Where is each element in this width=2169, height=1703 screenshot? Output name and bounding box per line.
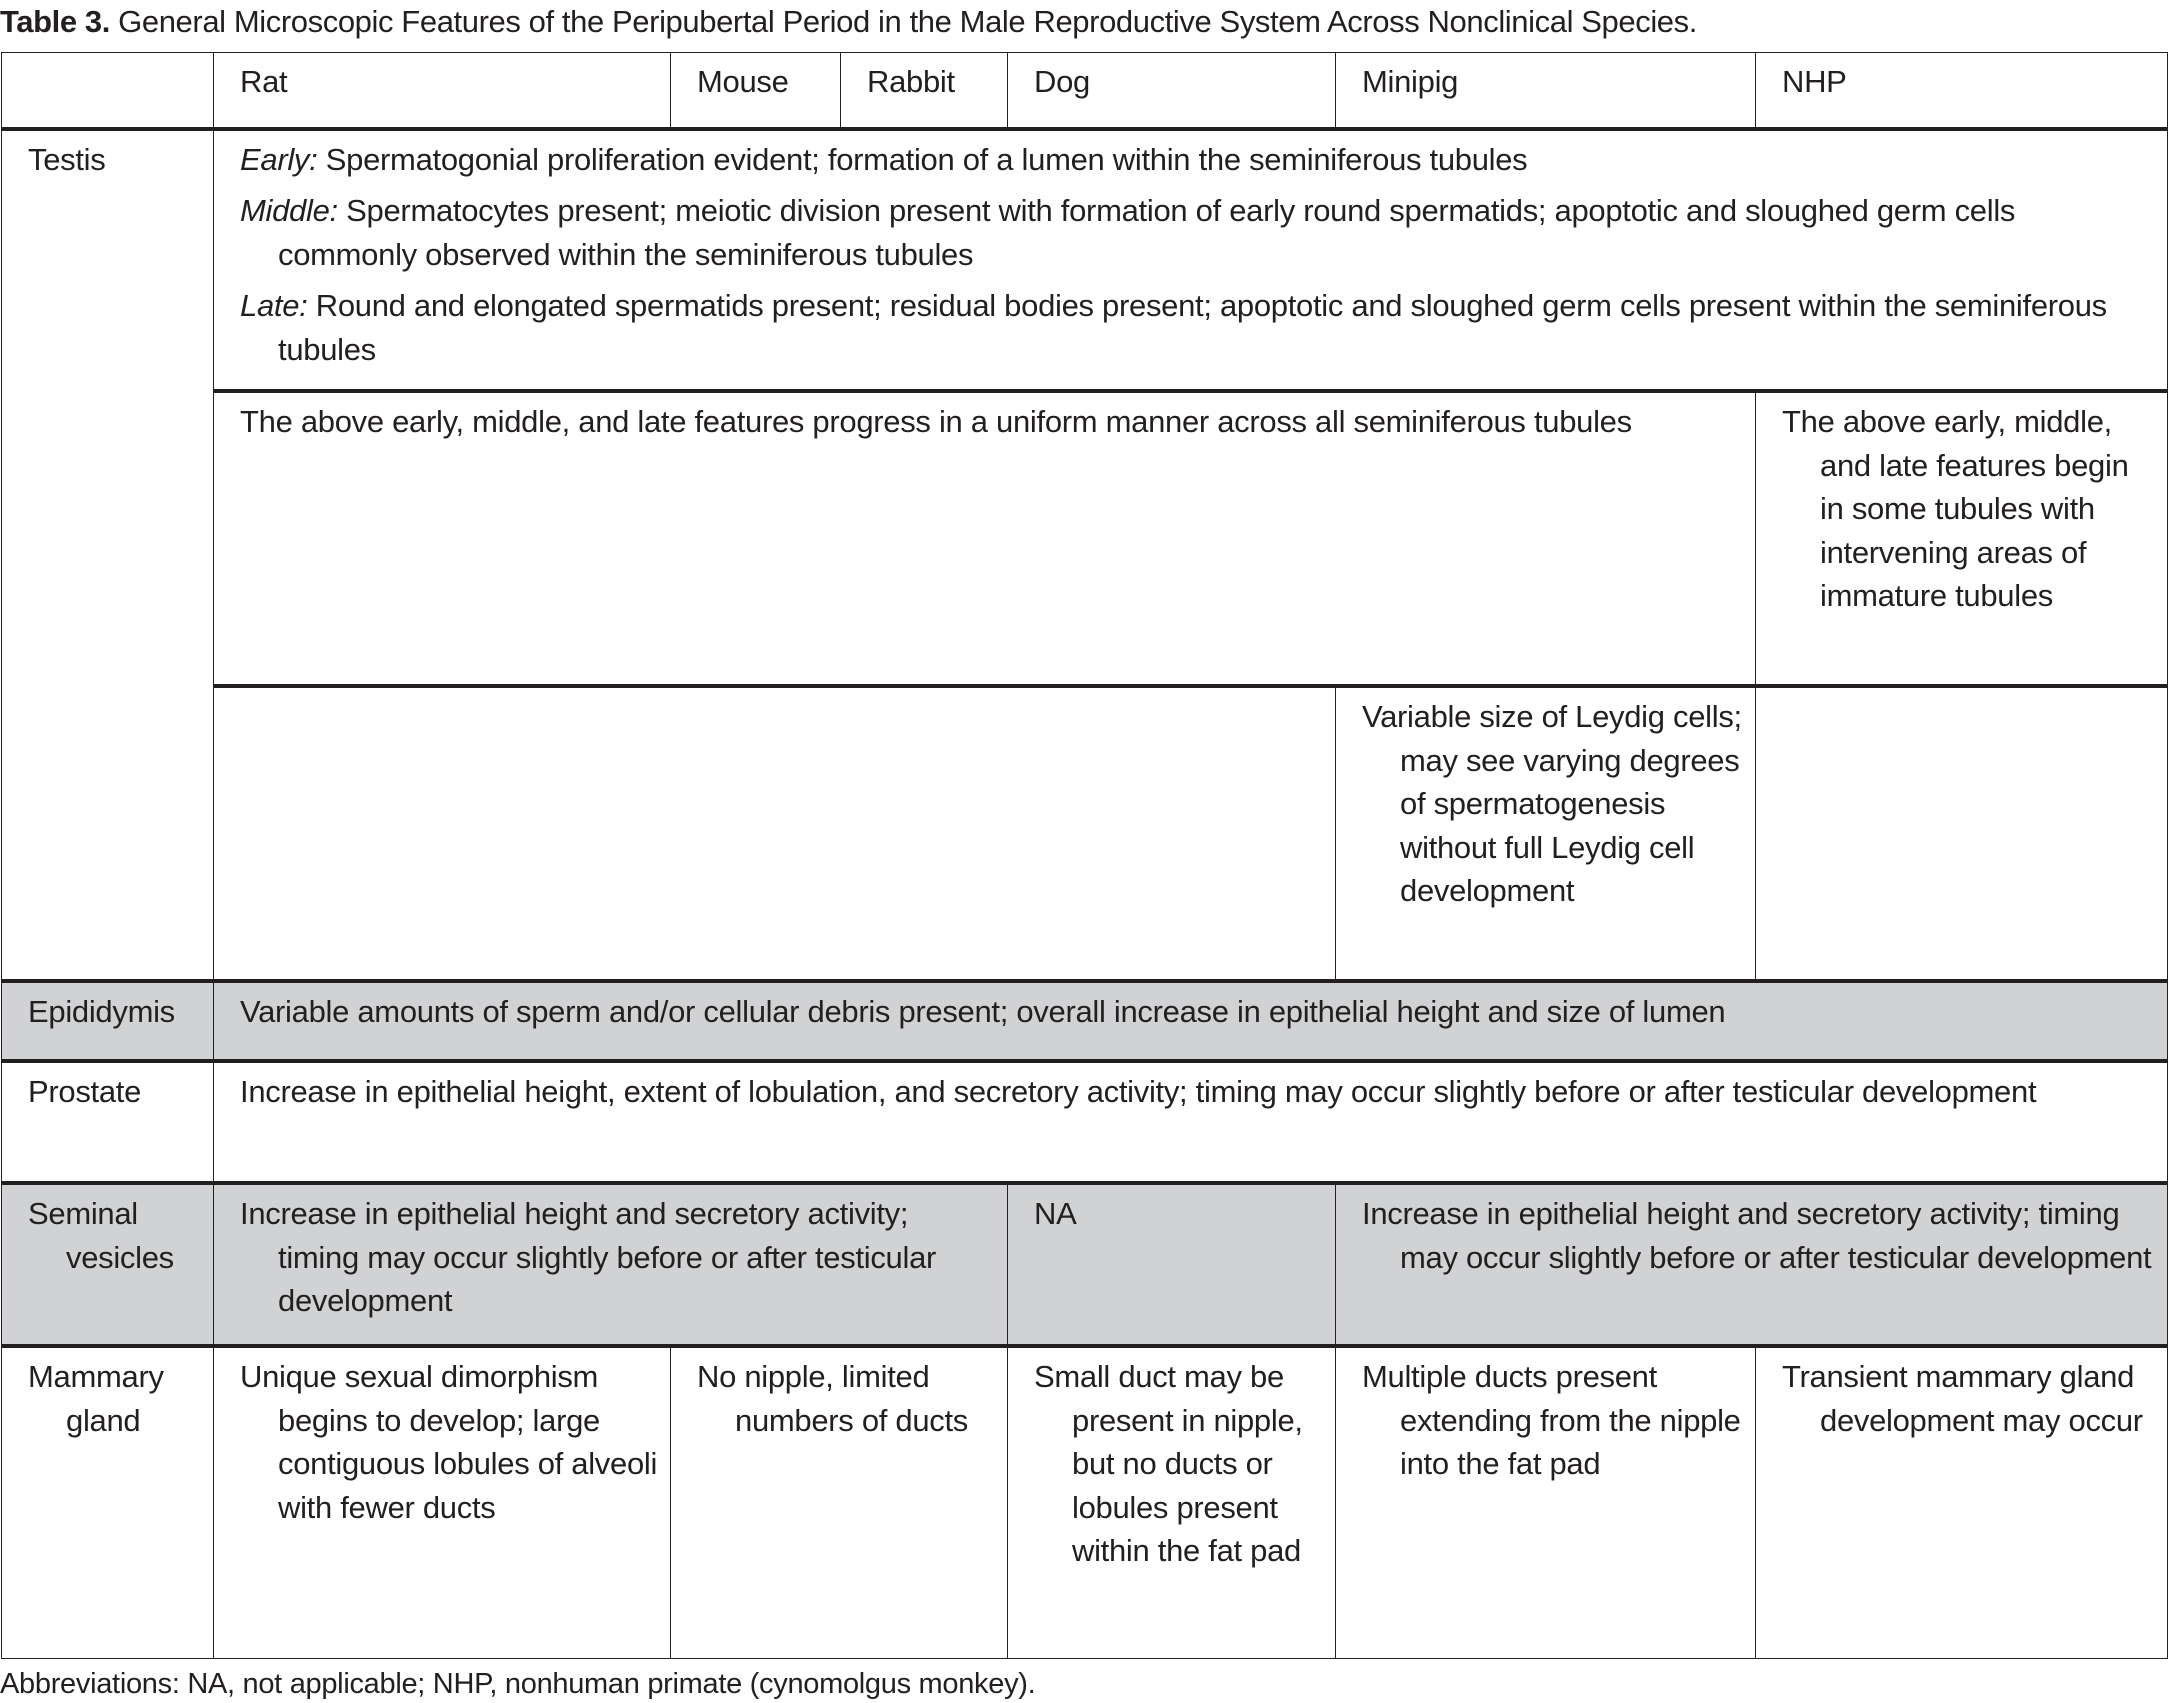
stage-text-early: Spermatogonial proliferation evident; formation of a lumen within the seminiferous tubules	[317, 141, 1528, 177]
mammary-rat-text: Unique sexual dimorphism begins to develop; large contiguous lobules of alveoli with fewer ducts	[240, 1359, 658, 1525]
row-label-epididymis: Epididymis	[2, 981, 214, 1061]
stage-text-late: Round and elongated spermatids present; residual bodies present; apoptotic and sloughed germ cells present within the seminiferous tubules	[278, 288, 2107, 367]
mammary-minipig-text: Multiple ducts present extending from the nipple into the fat pad	[1362, 1359, 1741, 1481]
stage-label-middle: Middle:	[240, 193, 338, 228]
prostate-text: Increase in epithelial height, extent of lobulation, and secretory activity; timing may occur slightly before or after testicular development	[240, 1074, 2037, 1109]
mammary-dog-text: Small duct may be present in nipple, but no ducts or lobules present within the fat pad	[1034, 1359, 1303, 1568]
testis-stages-row	[2, 129, 2168, 392]
header-rabbit: Rabbit	[841, 53, 1008, 129]
species-comparison-table	[1, 52, 2168, 1659]
seminal-vesicles-minipig-nhp-text: Increase in epithelial height and secretory activity; timing may occur slightly before or after testicular development	[1362, 1196, 2152, 1275]
testis-leydig-minipig	[1336, 686, 1756, 981]
table-footnote: Abbreviations: NA, not applicable; NHP, nonhuman primate (cynomolgus monkey).	[0, 1668, 1036, 1700]
mammary-mouse-rabbit-text: No nipple, limited numbers of ducts	[697, 1359, 968, 1438]
testis-progression-rat-to-minipig	[214, 391, 1756, 686]
mammary-nhp-text: Transient mammary gland development may occur	[1782, 1359, 2143, 1438]
seminal-vesicles-rodent-text: Increase in epithelial height and secretory activity; timing may occur slightly before or after testicular development	[240, 1196, 937, 1318]
mammary-nhp	[1756, 1346, 2168, 1658]
mammary-rat	[214, 1346, 671, 1658]
row-label-mammary-gland	[2, 1346, 214, 1658]
seminal-vesicles-dog: NA	[1008, 1183, 1336, 1346]
seminal-vesicles-minipig-nhp	[1336, 1183, 2168, 1346]
testis-stage-late	[240, 284, 2157, 371]
mammary-label-text: Mammary gland	[28, 1359, 164, 1438]
row-label-prostate: Prostate	[2, 1061, 214, 1183]
row-label-seminal-vesicles	[2, 1183, 214, 1346]
header-row	[2, 53, 2168, 129]
header-dog: Dog	[1008, 53, 1336, 129]
prostate-all-species	[214, 1061, 2168, 1183]
table-label: Table 3.	[0, 4, 110, 39]
testis-leydig-nhp	[1756, 686, 2168, 981]
stage-label-early: Early:	[240, 141, 318, 177]
header-mouse: Mouse	[671, 53, 841, 129]
seminal-vesicles-label-text: Seminal vesicles	[28, 1196, 174, 1275]
mammary-mouse-rabbit	[671, 1346, 1008, 1658]
mammary-gland-row	[2, 1346, 2168, 1658]
epididymis-text: Variable amounts of sperm and/or cellular debris present; overall increase in epithelial height and size of lumen	[240, 994, 1726, 1029]
testis-stages-cell	[214, 129, 2168, 392]
testis-leydig-row	[2, 686, 2168, 981]
mammary-minipig	[1336, 1346, 1756, 1658]
header-nhp: NHP	[1756, 53, 2168, 129]
testis-stage-middle	[240, 189, 2157, 276]
row-label-testis: Testis	[2, 129, 214, 982]
table-title: General Microscopic Features of the Peripubertal Period in the Male Reproductive System Across Nonclinical Species.	[118, 4, 1697, 39]
table-caption	[0, 2, 2169, 42]
prostate-row	[2, 1061, 2168, 1183]
header-blank-cell	[2, 53, 214, 129]
stage-label-late: Late:	[240, 288, 308, 323]
epididymis-row	[2, 981, 2168, 1061]
epididymis-all-species	[214, 981, 2168, 1061]
testis-leydig-rat-to-dog	[214, 686, 1336, 981]
seminal-vesicles-rat-mouse-rabbit	[214, 1183, 1008, 1346]
mammary-dog	[1008, 1346, 1336, 1658]
leydig-minipig-text: Variable size of Leydig cells; may see varying degrees of spermatogenesis without full Leydig cell development	[1362, 699, 1742, 908]
stage-text-middle: Spermatocytes present; meiotic division present with formation of early round spermatids; apoptotic and sloughed germ cells commonly observed within the seminiferous tubules	[278, 193, 2016, 272]
testis-progression-nhp	[1756, 391, 2168, 686]
progression-nhp-text: The above early, middle, and late features begin in some tubules with intervening areas of immature tubules	[1782, 404, 2129, 613]
seminal-vesicles-row	[2, 1183, 2168, 1346]
header-minipig: Minipig	[1336, 53, 1756, 129]
progression-text: The above early, middle, and late features progress in a uniform manner across all seminiferous tubules	[240, 404, 1632, 439]
testis-progression-row	[2, 391, 2168, 686]
header-rat: Rat	[214, 53, 671, 129]
testis-stage-early	[240, 138, 2157, 182]
